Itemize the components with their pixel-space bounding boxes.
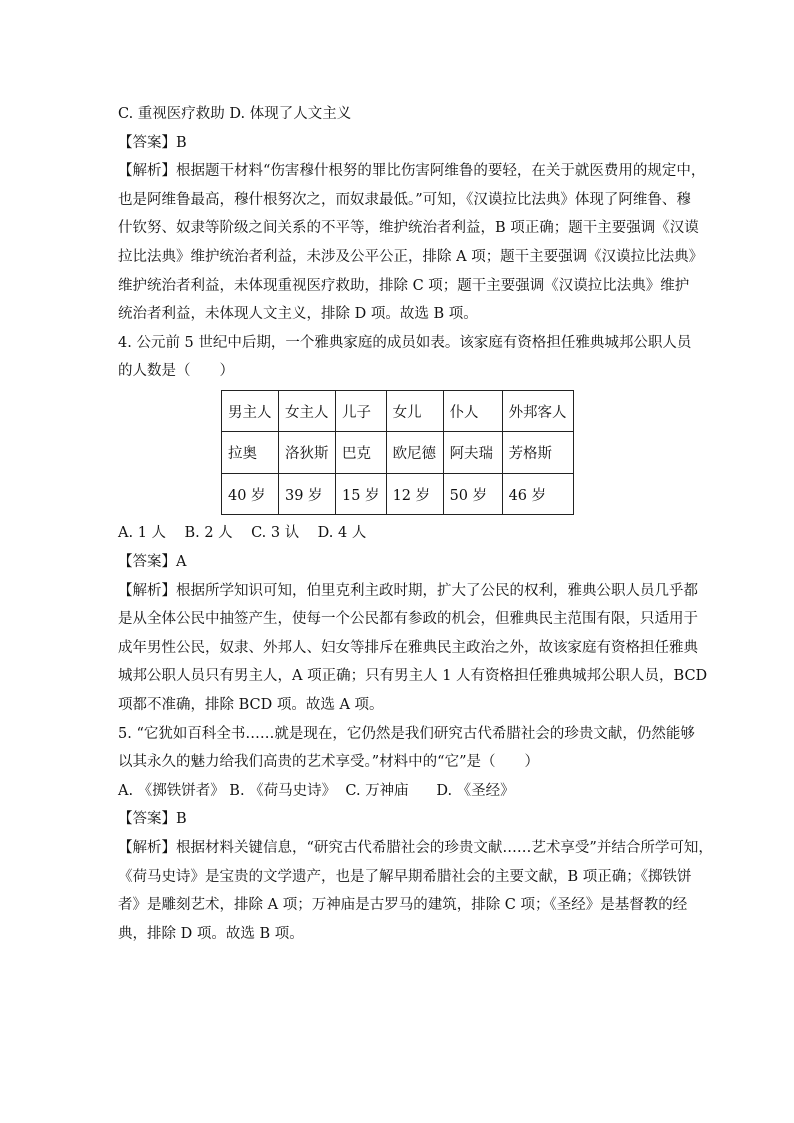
q4-analysis-line-4: 城邦公职人员只有男主人，A 项正确；只有男主人 1 人有资格担任雅典城邦公职人员，BCD bbox=[118, 668, 708, 685]
q3-options-tail: C. 重视医疗救助 D. 体现了人文主义 bbox=[118, 106, 352, 122]
q3-analysis-line-1: 【解析】根据题干材料“伤害穆什根努的罪比伤害阿维鲁的要轻，在关于就医费用的规定中， bbox=[118, 163, 706, 180]
table-cell: 50 岁 bbox=[443, 473, 502, 515]
table-cell: 儿子 bbox=[336, 390, 387, 432]
q5-analysis-line-3: 者》是雕刻艺术，排除 A 项；万神庙是古罗马的建筑，排除 C 项；《圣经》是基督教的经 bbox=[118, 897, 688, 914]
q5-stem-line-2: 以其永久的魅力给我们高贵的艺术享受。”材料中的“它”是（ ） bbox=[118, 754, 539, 771]
table-cell: 拉奥 bbox=[222, 432, 279, 474]
q4-answer: 【答案】A bbox=[118, 554, 187, 571]
q4-analysis-line-3: 成年男性公民，奴隶、外邦人、妇女等排斥在雅典民主政治之外，故该家庭有资格担任雅典 bbox=[118, 639, 698, 656]
table-cell: 阿夫瑞 bbox=[443, 432, 502, 474]
table-row-ages bbox=[222, 473, 574, 515]
q3-analysis-line-3: 什钦努、奴隶等阶级之间关系的不平等，维护统治者利益，B 项正确；题干主要强调《汉谟 bbox=[118, 220, 699, 237]
q4-options: A. 1 人 B. 2 人 C. 3 认 D. 4 人 bbox=[118, 525, 367, 542]
table-cell: 洛狄斯 bbox=[279, 432, 336, 474]
table-cell: 女儿 bbox=[386, 390, 443, 432]
q4-analysis-line-2: 是从全体公民中抽签产生，使每一个公民都有参政的机会，但雅典民主范围有限，只适用于 bbox=[118, 611, 698, 628]
q4-analysis-line-1: 【解析】根据所学知识可知，伯里克利主政时期，扩大了公民的权利，雅典公职人员几乎都 bbox=[118, 582, 698, 599]
table-row-names bbox=[222, 432, 574, 474]
table-cell: 46 岁 bbox=[502, 473, 573, 515]
q5-analysis-line-4: 典，排除 D 项。故选 B 项。 bbox=[118, 925, 304, 942]
q5-analysis-line-1: 【解析】根据材料关键信息，“研究古代希腊社会的珍贵文献……艺术享受”并结合所学可知， bbox=[118, 839, 713, 856]
q3-analysis-line-4: 拉比法典》维护统治者利益，未涉及公平公正，排除 A 项；题干主要强调《汉谟拉比法典》 bbox=[118, 248, 704, 265]
q3-analysis-line-6: 统治者利益，未体现人文主义，排除 D 项。故选 B 项。 bbox=[118, 306, 478, 323]
document-page bbox=[118, 100, 713, 948]
q5-answer: 【答案】B bbox=[118, 811, 187, 828]
q3-analysis-line-5: 维护统治者利益，未体现重视医疗救助，排除 C 项；题干主要强调《汉谟拉比法典》维护 bbox=[118, 277, 690, 294]
q5-options: A. 《掷铁饼者》 B. 《荷马史诗》 C. 万神庙 D. 《圣经》 bbox=[118, 782, 515, 799]
table-cell: 女主人 bbox=[279, 390, 336, 432]
table-cell: 外邦客人 bbox=[502, 390, 573, 432]
q5-analysis-line-2: 《荷马史诗》是宝贵的文学遗产，也是了解早期希腊社会的主要文献，B 项正确；《掷铁饼 bbox=[118, 868, 692, 885]
q4-analysis-line-5: 项都不准确，排除 BCD 项。故选 A 项。 bbox=[118, 697, 384, 713]
table-cell: 巴克 bbox=[336, 432, 387, 474]
table-cell: 40 岁 bbox=[222, 473, 279, 515]
table-cell: 15 岁 bbox=[336, 473, 387, 515]
table-cell: 芳格斯 bbox=[502, 432, 573, 474]
table-cell: 仆人 bbox=[443, 390, 502, 432]
q3-analysis-line-2: 也是阿维鲁最高，穆什根努次之，而奴隶最低。”可知，《汉谟拉比法典》体现了阿维鲁、穆 bbox=[118, 191, 691, 208]
family-table bbox=[221, 390, 574, 516]
table-cell: 12 岁 bbox=[386, 473, 443, 515]
table-cell: 欧尼德 bbox=[386, 432, 443, 474]
table-cell: 男主人 bbox=[222, 390, 279, 432]
table-row-roles bbox=[222, 390, 574, 432]
q3-answer: 【答案】B bbox=[118, 134, 187, 151]
q4-stem-line-2: 的人数是（ ） bbox=[118, 363, 234, 380]
table-cell: 39 岁 bbox=[279, 473, 336, 515]
q5-stem-line-1: 5. “它犹如百科全书……就是现在，它仍然是我们研究古代希腊社会的珍贵文献，仍然能够 bbox=[118, 725, 695, 742]
q4-stem-line-1: 4. 公元前 5 世纪中后期，一个雅典家庭的成员如表。该家庭有资格担任雅典城邦公职人员 bbox=[118, 334, 692, 351]
